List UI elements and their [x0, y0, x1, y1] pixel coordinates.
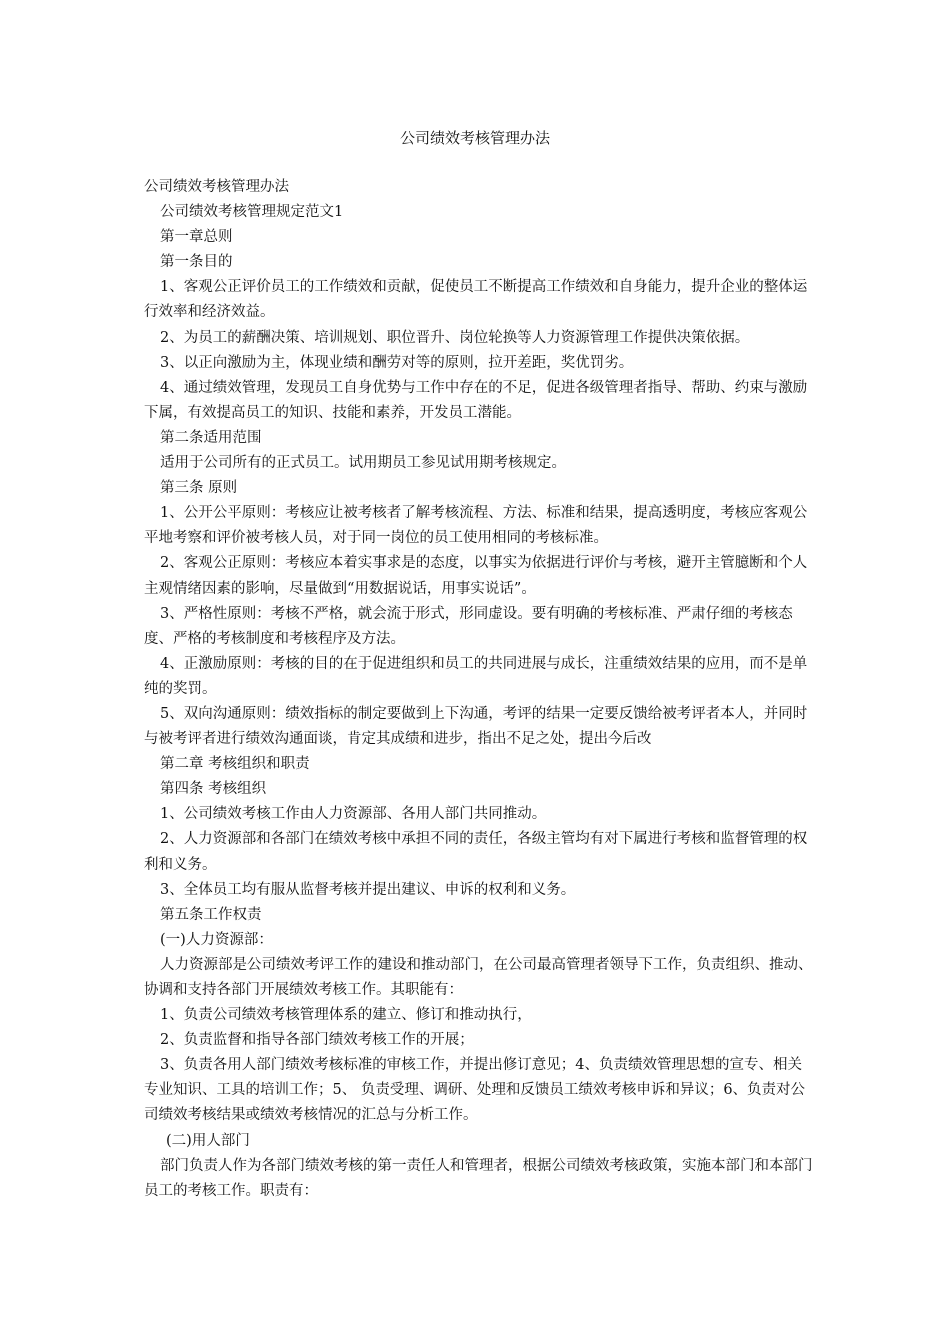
- paragraph: 1、公司绩效考核工作由人力资源部、各用人部门共同推动。: [160, 806, 547, 823]
- paragraph: 4、通过绩效管理，发现员工自身优势与工作中存在的不足，促进各级管理者指导、帮助、约束与激励下属，有效提高员工的知识、技能和素养，开发员工潜能。: [144, 379, 808, 421]
- paragraph: 1、负责公司绩效考核管理体系的建立、修订和推动执行，: [160, 1007, 532, 1024]
- paragraph: 第三条 原则: [160, 480, 238, 497]
- paragraph: 2、为员工的薪酬决策、培训规划、职位晋升、岗位轮换等人力资源管理工作提供决策依据。: [160, 329, 750, 346]
- paragraph: 部门负责人作为各部门绩效考核的第一责任人和管理者，根据公司绩效考核政策，实施本部门和本部门员工的考核工作。职责有：: [144, 1157, 813, 1199]
- paragraph: 第五条工作权责: [160, 906, 262, 923]
- paragraph: 第二章 考核组织和职责: [160, 756, 310, 773]
- paragraph: 3、负责各用人部门绩效考核标准的审核工作，并提出修订意见；4、负责绩效管理思想的宣专、相关专业知识、工具的培训工作；5、 负责受理、调研、处理和反馈员工绩效考核申诉和异议；6、负责对公司绩效考核结果或绩效考核情况的汇总与分析工作。: [144, 1057, 806, 1124]
- paragraph: 第一条目的: [160, 254, 233, 271]
- paragraph: 人力资源部是公司绩效考评工作的建设和推动部门，在公司最高管理者领导下工作，负责组织、推动、协调和支持各部门开展绩效考核工作。其职能有：: [144, 956, 813, 998]
- paragraph: 3、以正向激励为主，体现业绩和酬劳对等的原则，拉开差距，奖优罚劣。: [160, 354, 634, 371]
- paragraph: 2、人力资源部和各部门在绩效考核中承担不同的责任，各级主管均有对下属进行考核和监督管理的权利和义务。: [144, 831, 808, 873]
- paragraph: (一)人力资源部：: [160, 931, 273, 948]
- paragraph: 第二条适用范围: [160, 429, 262, 446]
- paragraph: 公司绩效考核管理规定范文1: [160, 204, 344, 221]
- paragraph: 公司绩效考核管理办法: [144, 179, 289, 195]
- document-title: 公司绩效考核管理办法: [399, 129, 550, 147]
- paragraph: (二)用人部门: [166, 1132, 250, 1149]
- paragraph: 适用于公司所有的正式员工。试用期员工参见试用期考核规定。: [160, 455, 566, 472]
- paragraph: 3、严格性原则：考核不严格，就会流于形式，形同虚设。要有明确的考核标准、严肃仔细的考核态度、严格的考核制度和考核程序及方法。: [144, 605, 793, 647]
- paragraph: 5、双向沟通原则：绩效指标的制定要做到上下沟通，考评的结果一定要反馈给被考评者本人，并同时与被考评者进行绩效沟通面谈，肯定其成绩和进步，指出不足之处，提出今后改: [144, 705, 808, 748]
- paragraph: 第一章总则: [160, 229, 233, 246]
- paragraph: 4、正激励原则：考核的目的在于促进组织和员工的共同进展与成长，注重绩效结果的应用，而不是单纯的奖罚。: [144, 655, 808, 697]
- paragraph: 第四条 考核组织: [160, 781, 267, 798]
- document-body: [144, 175, 816, 1204]
- paragraph: 1、客观公正评价员工的工作绩效和贡献，促使员工不断提高工作绩效和自身能力，提升企业的整体运行效率和经济效益。: [144, 279, 808, 321]
- paragraph: 2、负责监督和指导各部门绩效考核工作的开展；: [160, 1032, 474, 1049]
- paragraph: 3、全体员工均有服从监督考核并提出建议、申诉的权利和义务。: [160, 881, 576, 898]
- paragraph: 2、客观公正原则：考核应本着实事求是的态度，以事实为依据进行评价与考核，避开主管臆断和个人主观情绪因素的影响，尽量做到“用数据说话，用事实说话”。: [144, 555, 808, 597]
- paragraph: 1、公开公平原则：考核应让被考核者了解考核流程、方法、标准和结果，提高透明度，考核应客观公平地考察和评价被考核人员，对于同一岗位的员工使用相同的考核标准。: [144, 505, 808, 547]
